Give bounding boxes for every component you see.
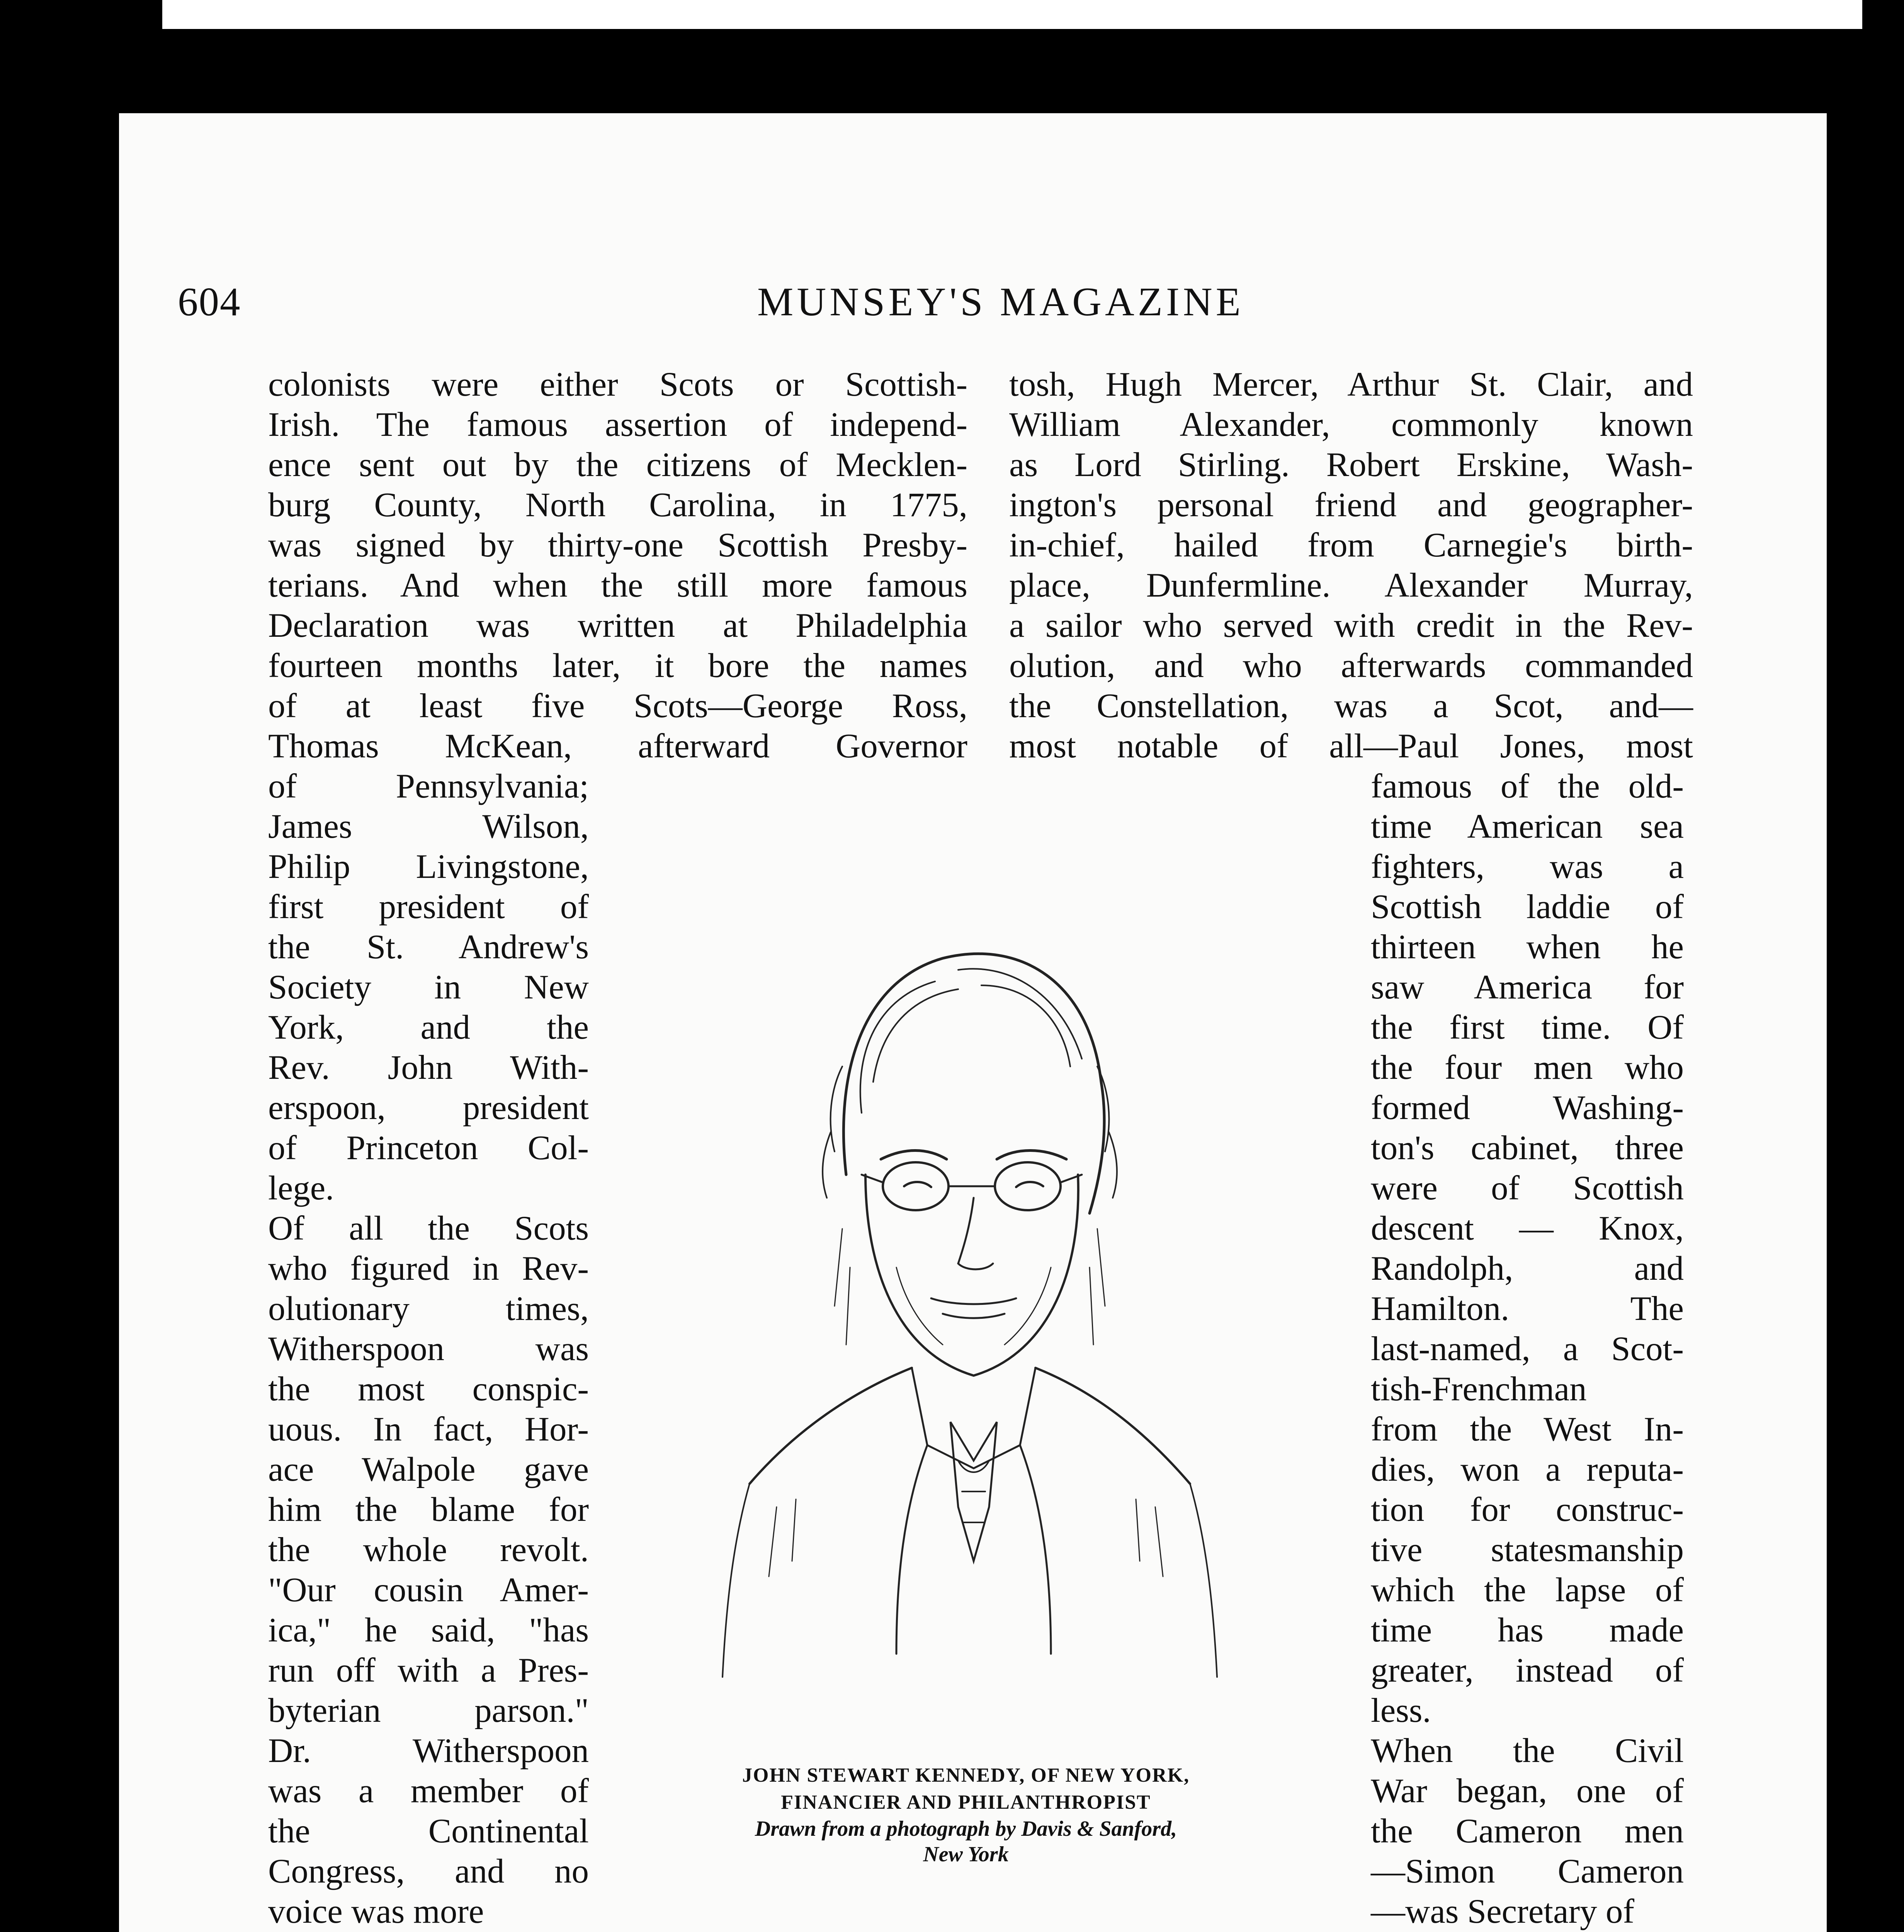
text-line: Randolph, and (1371, 1250, 1684, 1287)
text-line: thirteen when he (1371, 928, 1684, 966)
text-line: Of all the Scots (268, 1209, 589, 1247)
text-line: Congress, and no (268, 1852, 589, 1890)
text-line: which the lapse of (1371, 1571, 1684, 1609)
page-number: 604 (178, 279, 241, 324)
text-line: Witherspoon was (268, 1330, 589, 1368)
text-line: —was Secretary of (1371, 1893, 1635, 1930)
text-line: who figured in Rev- (268, 1250, 589, 1287)
caption-credit-1: Drawn from a photograph by Davis & Sanford, (755, 1817, 1177, 1841)
portrait-illustration (680, 881, 1252, 1723)
text-line: "Our cousin Amer- (268, 1571, 589, 1609)
text-line: time American sea (1371, 808, 1684, 845)
text-line: When the Civil (1371, 1732, 1684, 1770)
text-line: the St. Andrew's (268, 928, 589, 966)
caption-line-1: JOHN STEWART KENNEDY, OF NEW YORK, (742, 1764, 1190, 1786)
right-column-narrow-text (1371, 766, 1684, 1932)
text-line: tive statesmanship (1371, 1531, 1684, 1569)
text-line: ington's personal friend and geographer- (1009, 486, 1693, 524)
text-line: first president of (268, 888, 589, 926)
text-line: tish-Frenchman (1371, 1370, 1587, 1408)
right-column-top-text (1009, 364, 1693, 766)
text-line: Dr. Witherspoon (268, 1732, 589, 1770)
text-line: in-chief, hailed from Carnegie's birth- (1009, 526, 1693, 564)
text-line: of Princeton Col- (268, 1129, 589, 1167)
text-line: ence sent out by the citizens of Mecklen- (268, 446, 967, 484)
text-line: the Continental (268, 1812, 589, 1850)
text-line: greater, instead of (1371, 1651, 1684, 1689)
portrait-caption (626, 1762, 1306, 1867)
text-line: saw America for (1371, 968, 1684, 1006)
text-line: the Constellation, was a Scot, and— (1009, 687, 1693, 725)
text-line: Society in New (268, 968, 589, 1006)
text-line: ica," he said, "has (268, 1611, 589, 1649)
text-line: time has made (1371, 1611, 1684, 1649)
text-line: the most conspic- (268, 1370, 589, 1408)
text-line: tion for construc- (1371, 1491, 1684, 1529)
text-line: of Pennsylvania; (268, 767, 589, 805)
text-line: from the West In- (1371, 1410, 1684, 1448)
text-line: fourteen months later, it bore the names (268, 647, 967, 685)
text-line: Declaration was written at Philadelphia (268, 607, 967, 645)
text-line: ace Walpole gave (268, 1451, 589, 1488)
text-line: ton's cabinet, three (1371, 1129, 1684, 1167)
text-line: byterian parson." (268, 1692, 589, 1730)
text-line: erspoon, president (268, 1089, 589, 1127)
text-line: was signed by thirty-one Scottish Presby- (268, 526, 967, 564)
text-line: Irish. The famous assertion of independ- (268, 406, 967, 444)
text-line: York, and the (268, 1009, 589, 1046)
text-line: William Alexander, commonly known (1009, 406, 1693, 444)
text-line: dies, won a reputa- (1371, 1451, 1684, 1488)
left-column-narrow-text (268, 766, 589, 1932)
text-line: run off with a Pres- (268, 1651, 589, 1689)
text-line: formed Washing- (1371, 1089, 1684, 1127)
text-line: the whole revolt. (268, 1531, 589, 1569)
text-line: him the blame for (268, 1491, 589, 1529)
text-line: last-named, a Scot- (1371, 1330, 1684, 1368)
text-line: Philip Livingstone, (268, 848, 589, 886)
text-line: the four men who (1371, 1049, 1684, 1087)
text-line: terians. And when the still more famous (268, 566, 967, 604)
text-line: Rev. John With- (268, 1049, 589, 1087)
text-line: Hamilton. The (1371, 1290, 1684, 1328)
left-column-top-text (268, 364, 967, 766)
text-line: uous. In fact, Hor- (268, 1410, 589, 1448)
text-line: burg County, North Carolina, in 1775, (268, 486, 967, 524)
text-line: olutionary times, (268, 1290, 589, 1328)
text-line: of at least five Scots—George Ross, (268, 687, 967, 725)
text-line: fighters, was a (1371, 848, 1684, 886)
text-line: Scottish laddie of (1371, 888, 1684, 926)
text-line: were of Scottish (1371, 1169, 1684, 1207)
text-line: —Simon Cameron (1371, 1852, 1684, 1890)
text-line: War began, one of (1371, 1772, 1684, 1810)
running-title: MUNSEY'S MAGAZINE (757, 279, 1244, 324)
text-line: tosh, Hugh Mercer, Arthur St. Clair, and (1009, 366, 1693, 403)
text-line: James Wilson, (268, 808, 589, 845)
text-line: the first time. Of (1371, 1009, 1684, 1046)
text-line: colonists were either Scots or Scottish- (268, 366, 967, 403)
text-line: place, Dunfermline. Alexander Murray, (1009, 566, 1693, 604)
top-page-edge (162, 0, 1862, 29)
text-line: less. (1371, 1692, 1431, 1730)
text-line: as Lord Stirling. Robert Erskine, Wash- (1009, 446, 1693, 484)
text-line: lege. (268, 1169, 334, 1207)
caption-line-2: FINANCIER AND PHILANTHROPIST (781, 1791, 1151, 1813)
text-line: famous of the old- (1371, 767, 1684, 805)
text-line: a sailor who served with credit in the Rev- (1009, 607, 1693, 645)
text-line: the Cameron men (1371, 1812, 1684, 1850)
text-line: Thomas McKean, afterward Governor (268, 727, 967, 765)
text-line: descent — Knox, (1371, 1209, 1684, 1247)
text-line: most notable of all—Paul Jones, most (1009, 727, 1693, 765)
text-line: was a member of (268, 1772, 589, 1810)
text-line: voice was more (268, 1893, 484, 1930)
text-line: olution, and who afterwards commanded (1009, 647, 1693, 685)
caption-credit-2: New York (923, 1842, 1009, 1866)
